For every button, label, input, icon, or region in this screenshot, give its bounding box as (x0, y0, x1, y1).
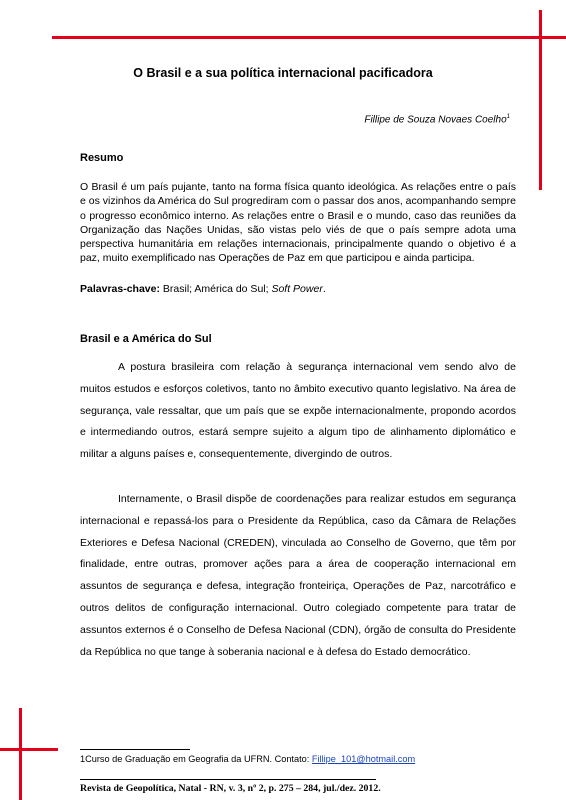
footnote-separator (80, 749, 190, 750)
paper-title: O Brasil e a sua política internacional pacificadora (133, 66, 433, 80)
journal-footer: Revista de Geopolítica, Natal - RN, v. 3, nº 2, p. 275 – 284, jul./dez. 2012. (80, 783, 381, 794)
footnote (80, 754, 415, 764)
footnote-mark: 1 (80, 754, 86, 764)
keywords-end: . (322, 283, 326, 295)
top-red-vertical (539, 10, 542, 190)
bottom-red-rule (0, 748, 58, 751)
abstract-heading: Resumo (80, 152, 124, 164)
author-name (364, 114, 510, 125)
abstract-text: O Brasil é um país pujante, tanto na forma física quanto ideológica. As relações entre o país e os vizinhos da América do Sul progrediram com o passar dos anos, acompanhando sempre o progresso econômico interno. As relações entre o Brasil e o mundo, caso das reuniões da Organização das Nações Unidas, são vistas pelo viés de que o país sempre adota uma perspectiva humanitária em relações internacionais, principalmente quando o objetivo é a paz, muito exemplificado nas Operações de Paz em que participou e ainda participa. (80, 181, 516, 265)
keywords-label: Palavras-chave: (80, 283, 160, 295)
keywords-line (80, 283, 326, 295)
author-text: Fillipe de Souza Novaes Coelho (364, 114, 507, 126)
body-paragraph-2: Internamente, o Brasil dispõe de coordenações para realizar estudos em segurança internacional e repassá-los para o Presidente da República, caso da Câmara de Relações Exteriores e Defesa Nacional (CREDEN), vinculada ao Conselho de Governo, que têm por finalidade, entre outras, promover ações para a área de cooperação internacional em assuntos de segurança e defesa, integração fronteiriça, Operações de Paz, narcotráfico e outros delitos de configuração internacional. Outro colegiado competente para tratar de assuntos externos é o Conselho de Defesa Nacional (CDN), órgão de consulta do Presidente da República no que tange à soberania nacional e à defesa do Estado democrático. (80, 493, 516, 658)
footnote-email-link[interactable]: Fillipe_101@hotmail.com (311, 754, 416, 764)
footer-separator (80, 779, 376, 780)
keywords-plain: Brasil; América do Sul; (159, 283, 272, 295)
top-red-rule (52, 36, 566, 39)
body-paragraph-1: A postura brasileira com relação à segurança internacional vem sendo alvo de muitos estudos e esforços coletivos, tanto no âmbito executivo quanto legislativo. Na área de segurança, vale ressaltar, que um país que se expõe internacionalmente, propondo acordos e intermediando outros, estará sempre sujeito a algum tipo de alinhamento diplomático e militar a alguns países e, consequentemente, divergindo de outros. (80, 361, 516, 461)
footnote-text: Curso de Graduação em Geografia da UFRN. Contato: (85, 754, 312, 764)
bottom-red-vertical (19, 708, 22, 800)
author-footnote-mark: 1 (506, 114, 510, 120)
keywords-italic: Soft Power (271, 283, 323, 295)
section-heading: Brasil e a América do Sul (80, 333, 212, 345)
